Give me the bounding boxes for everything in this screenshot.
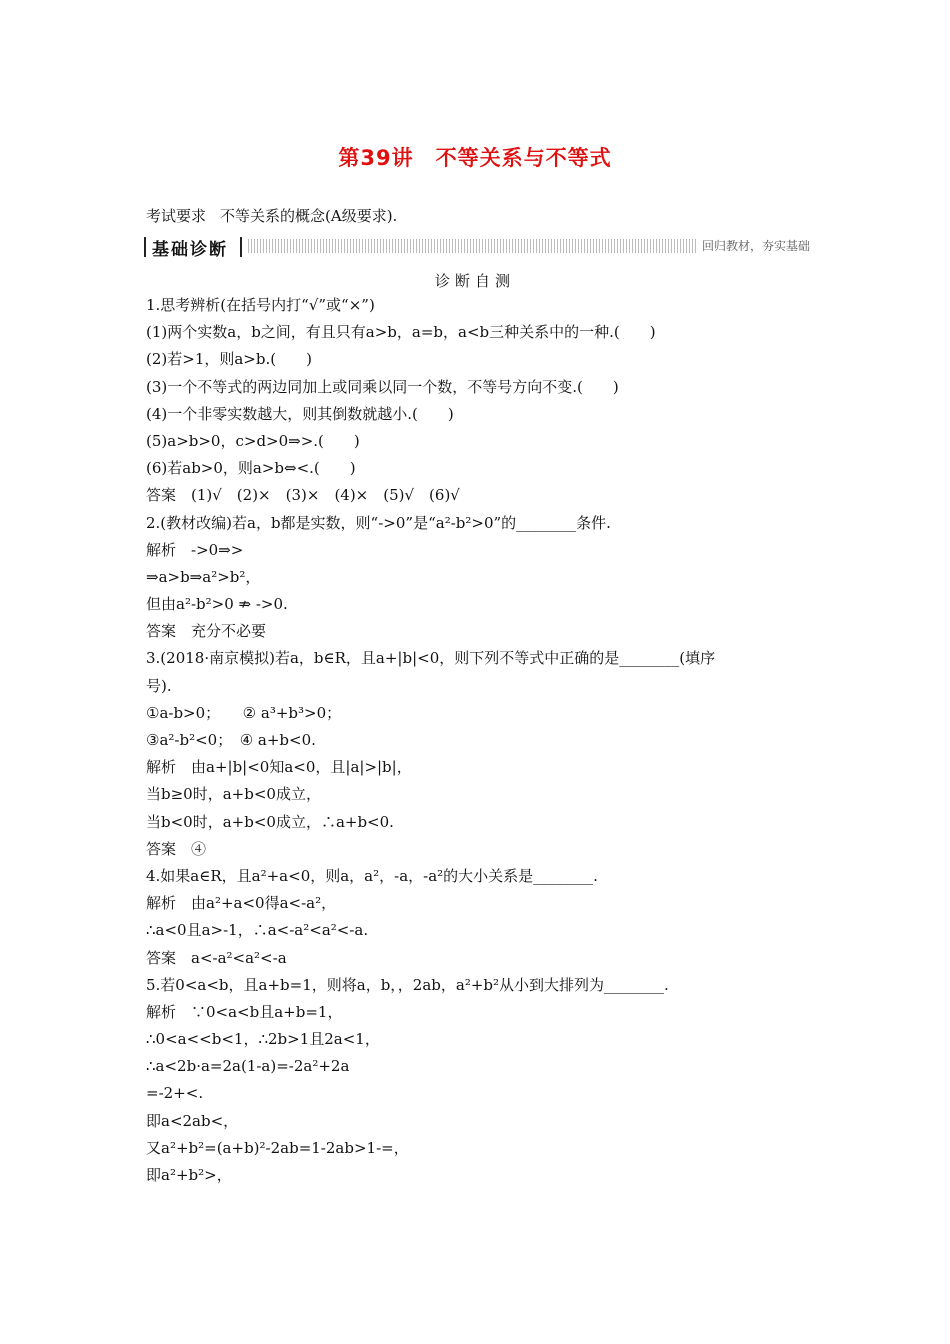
content-line: (4)一个非零实数越大，则其倒数就越小.( ) [146,404,454,423]
content-line: 3.(2018·南京模拟)若a，b∈R，且a+|b|<0，则下列不等式中正确的是________(填序 [146,649,716,668]
problem-content [146,292,816,1189]
content-line: (2)若>1，则a>b.( ) [146,350,312,369]
section-subheading: 诊断自测 [434,272,515,290]
content-line: ∴a<2b·a=2a(1-a)=-2a²+2a [146,1057,350,1076]
content-line: ③a²-b²<0； ④ a+b<0. [146,731,316,749]
content-line: 当b≥0时，a+b<0成立， [146,785,321,804]
content-line: (1)两个实数a，b之间，有且只有a>b，a=b，a<b三种关系中的一种.( ) [146,323,656,342]
content-line: (3)一个不等式的两边同加上或同乘以同一个数，不等号方向不变.( ) [146,377,619,396]
requirement-label: 考试要求 [146,207,207,225]
banner-label: 基础诊断 [152,240,228,260]
content-line: 解析 由a+|b|<0知a<0，且|a|>|b|， [146,758,412,777]
content-line: ①a-b>0； ② a³+b³>0； [146,703,342,722]
content-line: 解析 ∵0<a<b且a+b=1， [146,1002,343,1021]
banner-divider [240,237,242,257]
content-line: 号). [146,676,172,695]
section-banner [144,234,814,260]
content-line: 5.若0<a<b，且a+b=1，则将a，b，，2ab，a²+b²从小到大排列为________. [146,975,669,994]
content-line: 但由a²-b²>0 ⇏ ->0. [146,595,288,614]
content-line: =-2+<. [146,1084,204,1103]
content-line: 答案 (1)√ (2)× (3)× (4)× (5)√ (6)√ [146,486,460,505]
content-line: 2.(教材改编)若a，b都是实数，则“->0”是“a²-b²>0”的________条件. [146,513,611,532]
content-line: 即a<2ab<， [146,1111,239,1130]
content-line: 解析 由a²+a<0得a<-a²， [146,894,337,913]
page-title: 第39讲 不等关系与不等式 [338,146,612,170]
content-line: 解析 ->0⇒> [146,540,244,559]
content-line: 即a²+b²>， [146,1166,232,1184]
content-line: ∴a<0且a>-1，∴a<-a²<a²<-a. [146,921,369,940]
content-line: (6)若ab>0，则a>b⇔<.( ) [146,459,356,478]
content-line: 4.如果a∈R，且a²+a<0，则a，a²，-a，-a²的大小关系是________. [146,866,598,885]
banner-left-bar [144,237,146,257]
content-line: 1.思考辨析(在括号内打“√”或“×”) [146,296,375,314]
content-line: ⇒a>b⇒a²>b²， [146,567,261,586]
content-line: (5)a>b>0，c>d>0⇒>.( ) [146,431,360,450]
content-line: ∴0<a<<b<1，∴2b>1且2a<1， [146,1030,380,1049]
content-line: 当b<0时，a+b<0成立，∴a+b<0. [146,812,394,831]
content-line: 答案 充分不必要 [146,622,267,641]
content-line: 答案 a<-a²<a²<-a [146,948,287,967]
requirement-text: 不等关系的概念(A级要求). [220,207,398,225]
content-line: 又a²+b²=(a+b)²-2ab=1-2ab>1-=， [146,1138,409,1157]
exam-requirement [146,205,397,226]
banner-tag: 回归教材，夯实基础 [696,237,814,254]
content-line: 答案 ④ [146,839,207,858]
